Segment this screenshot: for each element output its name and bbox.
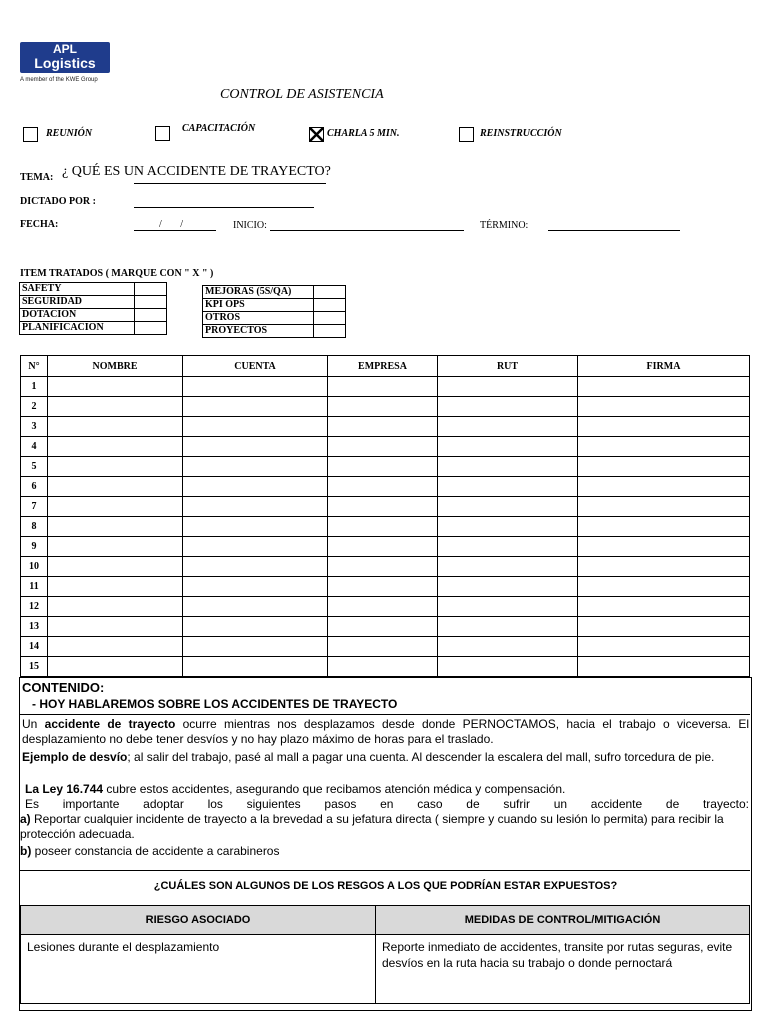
cell-nombre[interactable] (48, 477, 183, 497)
item-label: KPI OPS (203, 299, 314, 312)
checkbox-label-capacitacion: CAPACITACIÓN (182, 123, 256, 134)
col-header-firma: FIRMA (578, 356, 750, 377)
cell-cuenta[interactable] (183, 517, 328, 537)
cell-numero: 11 (21, 577, 48, 597)
attendance-row (21, 557, 750, 577)
cell-rut[interactable] (438, 377, 578, 397)
item-mark-cell[interactable] (314, 286, 346, 299)
checkbox-label-charla: CHARLA 5 MIN. (327, 128, 400, 139)
dictado-label: DICTADO POR : (20, 196, 96, 207)
cell-empresa[interactable] (328, 397, 438, 417)
cell-empresa[interactable] (328, 597, 438, 617)
cell-empresa[interactable] (328, 537, 438, 557)
risk-cell-riesgo: Lesiones durante el desplazamiento (21, 935, 376, 1004)
cell-empresa[interactable] (328, 457, 438, 477)
company-logo (20, 42, 112, 86)
items-table-right (202, 285, 346, 338)
attendance-row (21, 637, 750, 657)
risk-row (21, 935, 750, 1004)
paragraph-steps-intro: Es importante adoptar los siguientes pasos en caso de sufrir un accidente de trayecto: (25, 797, 749, 811)
checkbox-label-reunion: REUNIÓN (46, 128, 93, 139)
cell-cuenta[interactable] (183, 417, 328, 437)
risk-question: ¿CUÁLES SON ALGUNOS DE LOS RESGOS A LOS QUE PODRÍAN ESTAR EXPUESTOS? (153, 880, 618, 892)
inicio-label: INICIO: (233, 220, 267, 231)
cell-rut[interactable] (438, 517, 578, 537)
paragraph-definition (22, 717, 749, 747)
items-heading: ITEM TRATADOS ( MARQUE CON " X " ) (20, 268, 214, 279)
cell-empresa[interactable] (328, 617, 438, 637)
p3-bold: La Ley 16.744 (25, 782, 104, 796)
cell-numero: 4 (21, 437, 48, 457)
content-subheading: - HOY HABLAREMOS SOBRE LOS ACCIDENTES DE TRAYECTO (32, 697, 398, 711)
check-x-icon (310, 128, 323, 141)
item-mark-cell[interactable] (314, 325, 346, 338)
item-label: MEJORAS (5S/QA) (203, 286, 314, 299)
item-mark-cell[interactable] (135, 309, 167, 322)
page-title: CONTROL DE ASISTENCIA (220, 87, 384, 102)
checkbox-charla[interactable] (309, 127, 324, 142)
risk-header-riesgo: RIESGO ASOCIADO (21, 906, 376, 935)
paragraph-example (22, 750, 749, 765)
attendance-row (21, 617, 750, 637)
col-header-rut: RUT (438, 356, 578, 377)
col-header-empresa: EMPRESA (328, 356, 438, 377)
cell-firma[interactable] (578, 577, 750, 597)
cell-firma[interactable] (578, 437, 750, 457)
attendance-row (21, 377, 750, 397)
attendance-row (21, 657, 750, 677)
cell-numero: 10 (21, 557, 48, 577)
cell-empresa[interactable] (328, 657, 438, 677)
cell-rut[interactable] (438, 457, 578, 477)
cell-cuenta[interactable] (183, 597, 328, 617)
cell-nombre[interactable] (48, 517, 183, 537)
attendance-body (21, 377, 750, 677)
cell-numero: 13 (21, 617, 48, 637)
item-label: SEGURIDAD (20, 296, 135, 309)
tema-value[interactable]: ¿ QUÉ ES UN ACCIDENTE DE TRAYECTO? (62, 164, 331, 179)
col-header-nombre: NOMBRE (48, 356, 183, 377)
cell-cuenta[interactable] (183, 537, 328, 557)
cell-empresa[interactable] (328, 497, 438, 517)
cell-nombre[interactable] (48, 617, 183, 637)
cell-firma[interactable] (578, 497, 750, 517)
cell-numero: 8 (21, 517, 48, 537)
cell-nombre[interactable] (48, 457, 183, 477)
fecha-label: FECHA: (20, 219, 59, 230)
cell-empresa[interactable] (328, 557, 438, 577)
cell-firma[interactable] (578, 557, 750, 577)
cell-firma[interactable] (578, 617, 750, 637)
cell-empresa[interactable] (328, 477, 438, 497)
attendance-row (21, 397, 750, 417)
tema-underline (134, 183, 326, 184)
risk-header-medidas: MEDIDAS DE CONTROL/MITIGACIÓN (376, 906, 750, 935)
step-b-bold: b) (20, 844, 32, 858)
cell-cuenta[interactable] (183, 617, 328, 637)
cell-rut[interactable] (438, 397, 578, 417)
item-label: OTROS (203, 312, 314, 325)
checkbox-reunion[interactable] (23, 127, 38, 142)
cell-nombre[interactable] (48, 497, 183, 517)
cell-numero: 14 (21, 637, 48, 657)
attendance-row (21, 497, 750, 517)
termino-label: TÉRMINO: (480, 220, 529, 231)
divider (19, 714, 750, 715)
attendance-row (21, 597, 750, 617)
cell-empresa[interactable] (328, 377, 438, 397)
p2-bold: Ejemplo de desvío (22, 750, 128, 764)
cell-firma[interactable] (578, 537, 750, 557)
cell-firma[interactable] (578, 377, 750, 397)
cell-firma[interactable] (578, 417, 750, 437)
cell-rut[interactable] (438, 497, 578, 517)
cell-nombre[interactable] (48, 537, 183, 557)
logo-line-1: APL (53, 42, 77, 56)
cell-numero: 7 (21, 497, 48, 517)
cell-empresa[interactable] (328, 577, 438, 597)
cell-nombre[interactable] (48, 657, 183, 677)
p1-prefix: Un (22, 717, 45, 731)
cell-numero: 5 (21, 457, 48, 477)
cell-empresa[interactable] (328, 437, 438, 457)
cell-cuenta[interactable] (183, 557, 328, 577)
item-label: DOTACION (20, 309, 135, 322)
attendance-row (21, 517, 750, 537)
cell-cuenta[interactable] (183, 497, 328, 517)
p1-rest: ocurre mientras nos desplazamos desde donde PERNOCTAMOS, hacia el trabajo o viceversa. El desplazamiento no debe tener desvíos y no hay plazo máximo de horas para el traslado. (22, 717, 749, 746)
item-mark-cell[interactable] (135, 296, 167, 309)
item-label: SAFETY (20, 283, 135, 296)
logo-tagline: A member of the KWE Group (20, 77, 98, 83)
cell-numero: 2 (21, 397, 48, 417)
checkbox-capacitacion[interactable] (155, 126, 170, 141)
p3-rest: cubre estos accidentes, asegurando que recibamos atención médica y compensación. (103, 782, 566, 796)
step-a (20, 812, 749, 842)
attendance-row (21, 417, 750, 437)
cell-empresa[interactable] (328, 517, 438, 537)
cell-rut[interactable] (438, 477, 578, 497)
attendance-table (20, 355, 750, 677)
cell-firma[interactable] (578, 637, 750, 657)
cell-nombre[interactable] (48, 637, 183, 657)
cell-firma[interactable] (578, 457, 750, 477)
step-a-bold: a) (20, 812, 31, 826)
col-header-cuenta: CUENTA (183, 356, 328, 377)
cell-cuenta[interactable] (183, 377, 328, 397)
risk-cell-medidas: Reporte inmediato de accidentes, transite por rutas seguras, evite desvíos en la ruta hacia su trabajo o donde pernoctará (376, 935, 750, 1004)
content-heading: CONTENIDO: (22, 680, 105, 695)
item-mark-cell[interactable] (314, 299, 346, 312)
item-mark-cell[interactable] (135, 283, 167, 296)
cell-rut[interactable] (438, 557, 578, 577)
cell-nombre[interactable] (48, 397, 183, 417)
step-b-text: poseer constancia de accidente a carabineros (31, 844, 280, 858)
cell-rut[interactable] (438, 637, 578, 657)
step-a-text: Reportar cualquier incidente de trayecto a la brevedad a su jefatura directa ( siempre y cuando su lesión lo permita) para recibir la protección adecuada. (20, 812, 724, 841)
cell-rut[interactable] (438, 417, 578, 437)
cell-rut[interactable] (438, 537, 578, 557)
checkbox-reinstruccion[interactable] (459, 127, 474, 142)
paragraph-law (25, 782, 749, 797)
cell-firma[interactable] (578, 477, 750, 497)
cell-cuenta[interactable] (183, 397, 328, 417)
dictado-field[interactable] (134, 207, 314, 208)
fecha-field[interactable]: / / (158, 219, 192, 230)
risk-table (20, 905, 750, 1004)
cell-empresa[interactable] (328, 417, 438, 437)
cell-firma[interactable] (578, 517, 750, 537)
cell-rut[interactable] (438, 437, 578, 457)
items-table-left (19, 282, 167, 335)
cell-firma[interactable] (578, 397, 750, 417)
fecha-underline (134, 230, 216, 231)
inicio-field[interactable] (270, 230, 464, 231)
attendance-row (21, 537, 750, 557)
col-header-numero: N° (21, 356, 48, 377)
item-mark-cell[interactable] (314, 312, 346, 325)
cell-nombre[interactable] (48, 377, 183, 397)
attendance-header-row (21, 356, 750, 377)
cell-rut[interactable] (438, 597, 578, 617)
cell-firma[interactable] (578, 597, 750, 617)
attendance-row (21, 577, 750, 597)
cell-cuenta[interactable] (183, 637, 328, 657)
item-label: PLANIFICACION (20, 322, 135, 335)
cell-numero: 3 (21, 417, 48, 437)
cell-rut[interactable] (438, 577, 578, 597)
cell-numero: 6 (21, 477, 48, 497)
cell-nombre[interactable] (48, 597, 183, 617)
attendance-row (21, 437, 750, 457)
attendance-row (21, 477, 750, 497)
item-label: PROYECTOS (203, 325, 314, 338)
step-b (20, 844, 749, 859)
checkbox-label-reinstruccion: REINSTRUCCIÓN (480, 128, 562, 139)
cell-numero: 1 (21, 377, 48, 397)
cell-empresa[interactable] (328, 637, 438, 657)
attendance-row (21, 457, 750, 477)
cell-nombre[interactable] (48, 437, 183, 457)
cell-cuenta[interactable] (183, 477, 328, 497)
cell-cuenta[interactable] (183, 457, 328, 477)
cell-cuenta[interactable] (183, 657, 328, 677)
cell-numero: 15 (21, 657, 48, 677)
cell-numero: 9 (21, 537, 48, 557)
divider (19, 870, 750, 871)
cell-cuenta[interactable] (183, 437, 328, 457)
logo-line-2: Logistics (34, 55, 96, 71)
termino-field[interactable] (548, 230, 680, 231)
cell-nombre[interactable] (48, 417, 183, 437)
cell-numero: 12 (21, 597, 48, 617)
cell-rut[interactable] (438, 617, 578, 637)
cell-rut[interactable] (438, 657, 578, 677)
cell-nombre[interactable] (48, 557, 183, 577)
p1-bold: accidente de trayecto (44, 717, 176, 731)
item-mark-cell[interactable] (135, 322, 167, 335)
cell-firma[interactable] (578, 657, 750, 677)
cell-cuenta[interactable] (183, 577, 328, 597)
risk-header-row (21, 906, 750, 935)
p2-rest: ; al salir del trabajo, pasé al mall a pagar una cuenta. Al descender la escalera del mall, sufro torcedura de pie. (127, 750, 715, 764)
tema-label: TEMA: (20, 172, 54, 183)
cell-nombre[interactable] (48, 577, 183, 597)
